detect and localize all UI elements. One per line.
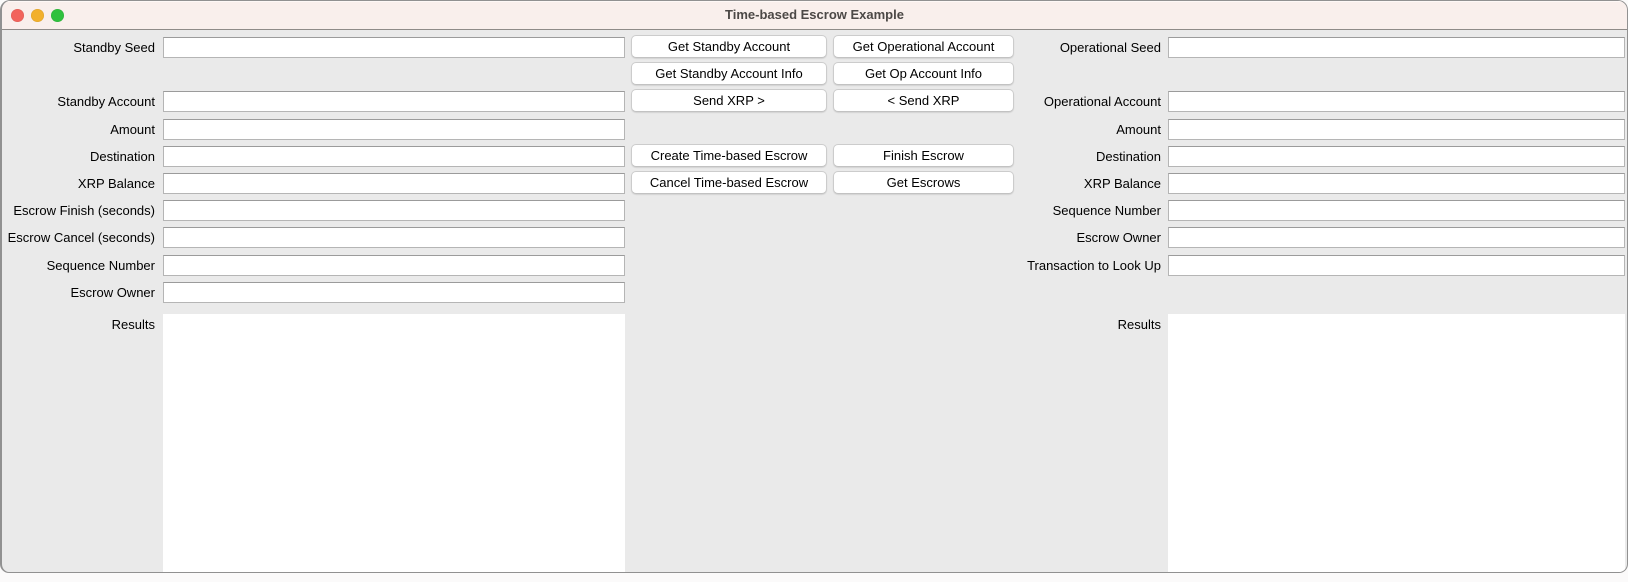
standby-xrp-balance-input[interactable] xyxy=(163,173,625,194)
operational-amount-input[interactable] xyxy=(1168,119,1625,140)
standby-destination-label: Destination xyxy=(89,149,155,164)
operational-results-area[interactable] xyxy=(1168,314,1625,573)
zoom-window-icon[interactable] xyxy=(51,9,64,22)
standby-destination-input[interactable] xyxy=(163,146,625,167)
operational-amount-label: Amount xyxy=(1116,122,1161,137)
window-titlebar[interactable] xyxy=(2,1,1627,30)
standby-seed-input[interactable] xyxy=(163,37,625,58)
standby-account-input[interactable] xyxy=(163,91,625,112)
operational-destination-label: Destination xyxy=(1095,149,1161,164)
standby-results-area[interactable] xyxy=(163,314,625,573)
get-standby-account-button[interactable]: Get Standby Account xyxy=(631,35,827,58)
escrow-cancel-seconds-input[interactable] xyxy=(163,227,625,248)
standby-amount-input[interactable] xyxy=(163,119,625,140)
standby-seed-label: Standby Seed xyxy=(73,40,155,55)
operational-seed-label: Operational Seed xyxy=(1059,40,1161,55)
operational-xrp-balance-input[interactable] xyxy=(1168,173,1625,194)
escrow-finish-seconds-input[interactable] xyxy=(163,200,625,221)
traffic-lights xyxy=(11,9,64,22)
cancel-time-based-escrow-button[interactable]: Cancel Time-based Escrow xyxy=(631,171,827,194)
finish-escrow-button[interactable]: Finish Escrow xyxy=(833,144,1014,167)
standby-results-label: Results xyxy=(111,317,155,332)
operational-account-input[interactable] xyxy=(1168,91,1625,112)
minimize-window-icon[interactable] xyxy=(31,9,44,22)
standby-escrow-owner-label: Escrow Owner xyxy=(70,285,155,300)
operational-sequence-number-input[interactable] xyxy=(1168,200,1625,221)
window-title: Time-based Escrow Example xyxy=(725,7,904,22)
transaction-to-look-up-input[interactable] xyxy=(1168,255,1625,276)
operational-xrp-balance-label: XRP Balance xyxy=(1083,176,1161,191)
create-time-based-escrow-button[interactable]: Create Time-based Escrow xyxy=(631,144,827,167)
operational-seed-input[interactable] xyxy=(1168,37,1625,58)
operational-destination-input[interactable] xyxy=(1168,146,1625,167)
operational-escrow-owner-label: Escrow Owner xyxy=(1076,230,1161,245)
escrow-finish-seconds-label: Escrow Finish (seconds) xyxy=(13,203,155,218)
send-xrp-to-standby-button[interactable]: < Send XRP xyxy=(833,89,1014,112)
transaction-to-look-up-label: Transaction to Look Up xyxy=(1027,258,1161,273)
standby-amount-label: Amount xyxy=(110,122,155,137)
standby-account-label: Standby Account xyxy=(57,94,155,109)
close-window-icon[interactable] xyxy=(11,9,24,22)
operational-results-label: Results xyxy=(1117,317,1161,332)
send-xrp-to-operational-button[interactable]: Send XRP > xyxy=(631,89,827,112)
standby-sequence-number-input[interactable] xyxy=(163,255,625,276)
standby-sequence-number-label: Sequence Number xyxy=(46,258,155,273)
get-escrows-button[interactable]: Get Escrows xyxy=(833,171,1014,194)
operational-escrow-owner-input[interactable] xyxy=(1168,227,1625,248)
standby-escrow-owner-input[interactable] xyxy=(163,282,625,303)
get-op-account-info-button[interactable]: Get Op Account Info xyxy=(833,62,1014,85)
get-operational-account-button[interactable]: Get Operational Account xyxy=(833,35,1014,58)
operational-account-label: Operational Account xyxy=(1043,94,1161,109)
escrow-cancel-seconds-label: Escrow Cancel (seconds) xyxy=(7,230,155,245)
get-standby-account-info-button[interactable]: Get Standby Account Info xyxy=(631,62,827,85)
standby-xrp-balance-label: XRP Balance xyxy=(77,176,155,191)
operational-sequence-number-label: Sequence Number xyxy=(1052,203,1161,218)
